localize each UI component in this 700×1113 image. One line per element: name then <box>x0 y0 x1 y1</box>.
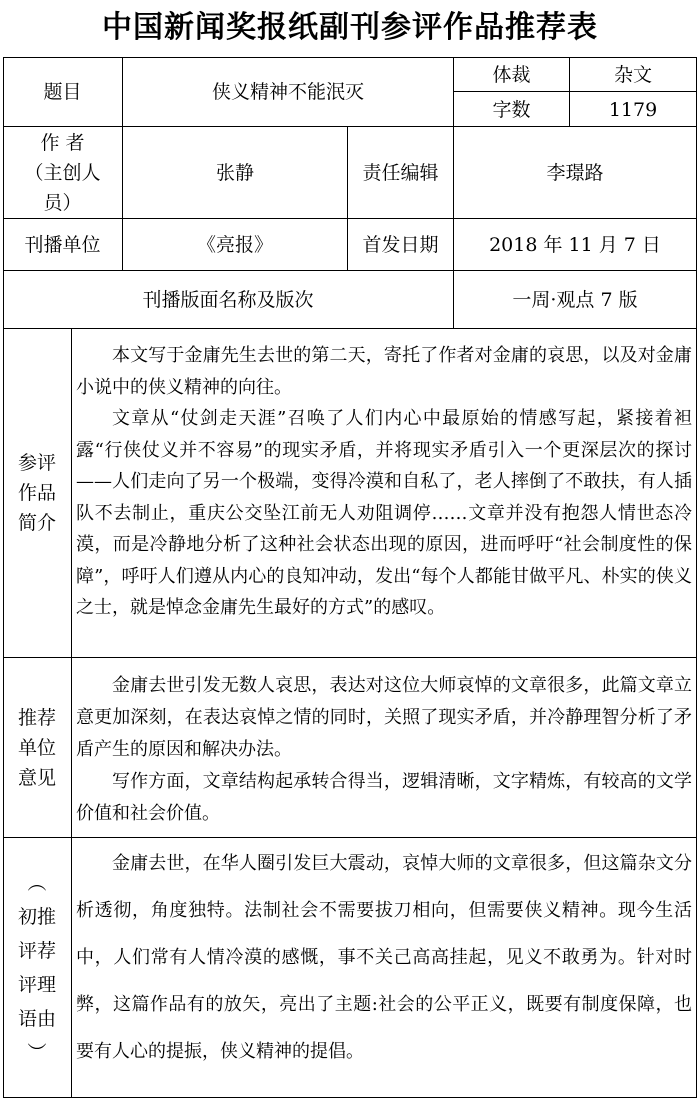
comment-text <box>76 840 692 1075</box>
comment-label-line: 评理 <box>17 973 56 996</box>
publisher-label: 刊播单位 <box>24 233 101 256</box>
comment-label <box>3 838 71 1097</box>
publish-date-label: 首发日期 <box>362 233 439 256</box>
intro-label-line: 作品 <box>17 482 56 504</box>
row-line-4 <box>3 328 697 329</box>
row-line-6 <box>3 837 697 838</box>
intro-label <box>3 329 71 657</box>
comment-label-line: 语由 <box>17 1007 56 1030</box>
form-title: 中国新闻奖报纸副刊参评作品推荐表 <box>102 10 598 45</box>
intro-paragraph: 文章从“仗剑走天涯”召唤了人们内心中最原始的情感写起，紧接着袒露“行侠仗义并不容易”的现实矛盾，并将现实矛盾引入一个更深层次的探讨——人们走向了另一个极端，变得冷漠和自私了，老人摔倒了不敢扶，有人插队不去制止，重庆公交坠江前无人劝阻调停……文章并没有抱怨人情世态冷漠，而是冷静地分析了这种社会状态出现的原因，进而呼吁“社会制度性的保障”，呼吁人们遵从内心的良知冲动，发出“每个人都能甘做平凡、朴实的侠义之士，就是悼念金庸先生最好的方式”的感叹。 <box>76 408 692 618</box>
genre-value: 杂文 <box>613 63 652 86</box>
table-border-bottom <box>3 1097 697 1098</box>
editor-value: 李璟路 <box>546 161 604 184</box>
recommend-paragraph: 写作方面，文章结构起承转合得当，逻辑清晰，文字精炼，有较高的文学价值和社会价值。 <box>76 771 692 824</box>
recommend-label-line: 推荐 <box>17 706 56 729</box>
section-label: 刊播版面名称及版次 <box>142 288 314 311</box>
col-line-e <box>71 328 72 1098</box>
word-count-label: 字数 <box>492 98 531 121</box>
publisher-value: 《亮报》 <box>196 233 273 256</box>
intro-label-line: 简介 <box>17 512 56 534</box>
topic-value: 侠义精神不能泯灭 <box>211 81 364 103</box>
row-line-5 <box>3 657 697 658</box>
author-label-line: （主创人 <box>24 161 101 184</box>
section-value: 一周·观点 7 版 <box>512 288 638 311</box>
author-label-line: 作 者 <box>40 131 85 154</box>
comment-paragraph: 金庸去世，在华人圈引发巨大震动，哀悼大师的文章很多，但这篇杂文分析透彻，角度独特。法制社会不需要拔刀相向，但需要侠义精神。现今生活中，人们常有人情冷漠的感慨，事不关己高高挂起，见义不敢勇为。针对时弊，这篇作品有的放矢，亮出了主题:社会的公平正义，既要有制度保障，也要有人心的提振，侠义精神的提倡。 <box>76 853 692 1062</box>
comment-label-line: ︶ <box>27 1041 47 1064</box>
publish-date-value: 2018 年 11 月 7 日 <box>489 233 661 256</box>
author-label <box>3 127 122 218</box>
recommend-text <box>76 670 692 830</box>
table-border-right <box>696 57 697 1098</box>
comment-label-line: 评荐 <box>17 939 56 962</box>
intro-paragraph: 本文写于金庸先生去世的第二天，寄托了作者对金庸的哀思，以及对金庸小说中的侠义精神的向往。 <box>76 345 692 398</box>
recommend-label-line: 意见 <box>17 766 56 789</box>
author-value: 张静 <box>215 161 254 184</box>
genre-label: 体裁 <box>492 63 531 86</box>
intro-text <box>76 340 692 624</box>
comment-label-line: 初推 <box>17 905 56 928</box>
topic-label: 题目 <box>43 81 82 103</box>
editor-label: 责任编辑 <box>362 161 439 184</box>
intro-label-line: 参评 <box>17 452 56 474</box>
word-count-value: 1179 <box>608 98 658 121</box>
recommend-paragraph: 金庸去世引发无数人哀思，表达对这位大师哀悼的文章很多，此篇文章立意更加深刻，在表达哀悼之情的同时，关照了现实矛盾，并冷静理智分析了矛盾产生的原因和解决办法。 <box>76 675 692 760</box>
comment-label-line: ︵ <box>27 871 47 894</box>
recommend-label-line: 单位 <box>17 736 56 759</box>
recommend-label <box>3 658 71 837</box>
author-label-line: 员） <box>43 191 82 214</box>
